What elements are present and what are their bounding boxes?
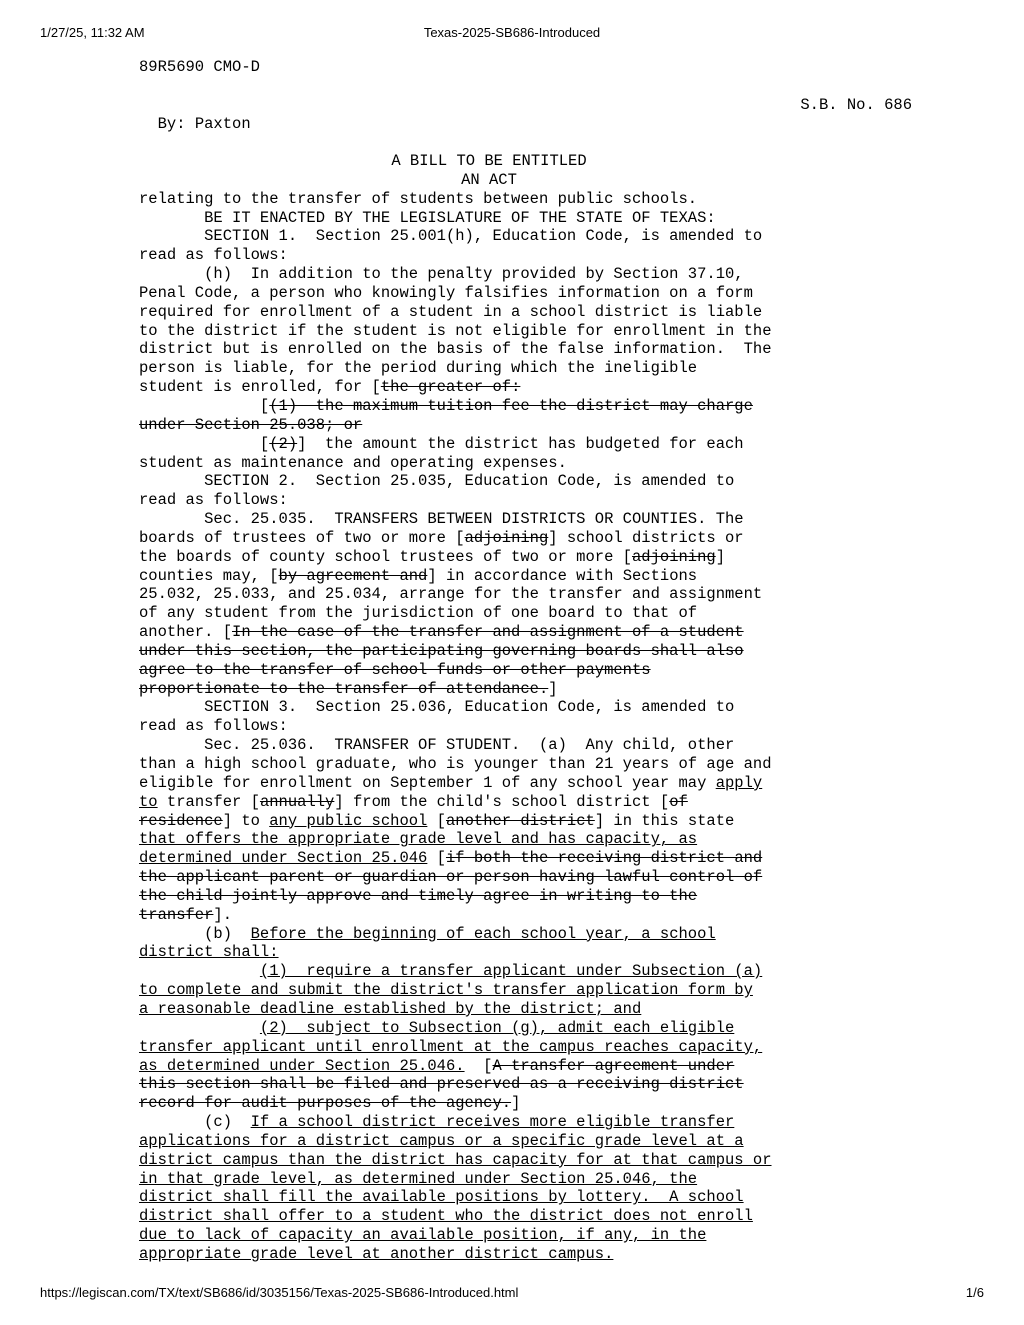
bill-line — [139, 680, 839, 699]
print-page-title: Texas-2025-SB686-Introduced — [423, 25, 601, 40]
bill-line — [139, 359, 839, 378]
bill-text-segment: [ — [139, 396, 270, 415]
deleted-text: annually — [259, 792, 335, 811]
deleted-text: A transfer agreement under — [492, 1056, 735, 1075]
bill-text-segment: read as follows: — [139, 717, 288, 736]
bill-line — [139, 981, 839, 1000]
bill-text-segment — [139, 962, 260, 980]
bill-text-segment: boards of trustees of two or more [ — [139, 528, 465, 547]
deleted-text: if both the receiving district and — [445, 849, 763, 868]
bill-line — [139, 548, 839, 567]
inserted-text: a reasonable deadline established by the district; and — [139, 999, 642, 1018]
inserted-text: Before the beginning of each school year, a school — [250, 924, 716, 943]
bill-line — [139, 698, 839, 717]
print-page-number: 1/6 — [965, 1285, 984, 1300]
bill-text-segment: ] in accordance with Sections — [427, 566, 698, 585]
bill-line — [139, 284, 839, 303]
bill-text-segment: ] to — [222, 811, 270, 830]
bill-line — [139, 567, 839, 586]
inserted-text: district campus than the district has capacity for at that campus or — [139, 1150, 772, 1169]
bill-author: By: Paxton — [157, 114, 251, 133]
bill-line — [139, 717, 839, 736]
bill-line — [139, 1226, 839, 1245]
bill-line — [139, 925, 839, 944]
bill-line — [139, 190, 839, 209]
bill-title-1: A BILL TO BE ENTITLED — [391, 152, 587, 170]
inserted-text: If a school district receives more eligible transfer — [250, 1113, 735, 1132]
bill-line — [139, 1000, 839, 1019]
bill-text-segment: to the district if the student is not eligible for enrollment in the — [139, 321, 772, 340]
bill-text-segment: Sec. 25.036. TRANSFER OF STUDENT. (a) Any child, other — [139, 736, 735, 755]
deleted-text: this section shall be filed and preserved as a receiving district — [139, 1075, 744, 1094]
bill-line — [139, 510, 839, 529]
bill-line — [139, 642, 839, 661]
deleted-text: adjoining — [464, 528, 549, 547]
bill-line — [139, 1057, 839, 1076]
bill-line — [139, 868, 839, 887]
bill-line — [139, 1094, 839, 1113]
bill-line — [139, 472, 839, 491]
bill-line — [139, 962, 839, 981]
inserted-text: (2) subject to Subsection (g), admit each eligible — [259, 1018, 735, 1037]
bill-text — [139, 190, 839, 1264]
bill-text-segment: (c) — [139, 1113, 251, 1132]
bill-line — [139, 1245, 839, 1264]
deleted-text: another district — [445, 811, 595, 830]
bill-text-segment: student is enrolled, for [ — [139, 378, 381, 397]
bill-line — [139, 1151, 839, 1170]
bill-text-segment: ] — [715, 547, 726, 566]
inserted-text: to — [139, 792, 158, 811]
bill-line — [139, 265, 839, 284]
bill-text-segment: relating to the transfer of students between public schools. — [139, 189, 698, 208]
bill-title-2: AN ACT — [461, 170, 517, 189]
byline — [139, 96, 912, 153]
bill-text-segment: eligible for enrollment on September 1 of any school year may — [139, 773, 716, 792]
deleted-text: proportionate to the transfer of attendance. — [139, 679, 549, 698]
bill-text-segment: SECTION 1. Section 25.001(h), Education Code, is amended to — [139, 227, 763, 246]
bill-text-segment: (h) In addition to the penalty provided by Section 37.10, — [139, 265, 744, 284]
inserted-text: that offers the appropriate grade level and has capacity, as — [139, 830, 698, 849]
deleted-text: agree to the transfer of school funds or other payments — [139, 660, 651, 679]
inserted-text: to complete and submit the district's transfer application form by — [139, 981, 753, 1000]
inserted-text: any public school — [269, 811, 428, 830]
bill-line — [139, 887, 839, 906]
inserted-text: district shall fill the available positions by lottery. A school — [139, 1188, 744, 1207]
deleted-text: the applicant parent or guardian or person having lawful control of — [139, 868, 763, 887]
deleted-text: (2) — [269, 434, 298, 453]
bill-line — [139, 661, 839, 680]
bill-code: 89R5690 CMO-D — [139, 58, 260, 76]
bill-text-segment: read as follows: — [139, 491, 288, 510]
deleted-text: In the case of the transfer and assignment of a student — [232, 623, 744, 642]
bill-line — [139, 755, 839, 774]
bill-text-segment: ] — [548, 679, 558, 698]
bill-line — [139, 246, 839, 265]
bill-number: S.B. No. 686 — [800, 96, 912, 114]
deleted-text: by agreement and — [278, 566, 428, 585]
deleted-text: record for audit purposes of the agency. — [139, 1094, 512, 1113]
bill-line — [139, 1113, 839, 1132]
bill-line — [139, 774, 839, 793]
bill-text-segment: [ — [464, 1056, 493, 1075]
bill-line — [139, 322, 839, 341]
bill-line — [139, 1207, 839, 1226]
bill-text-segment: than a high school graduate, who is younger than 21 years of age and — [139, 755, 772, 773]
bill-line — [139, 585, 839, 604]
bill-text-segment: required for enrollment of a student in a school district is liable — [139, 302, 763, 321]
bill-line — [139, 454, 839, 473]
bill-text-segment: ] — [511, 1094, 521, 1113]
inserted-text: appropriate grade level at another district campus. — [139, 1244, 614, 1263]
bill-line — [139, 209, 839, 228]
bill-text-segment: person is liable, for the period during which the ineligible — [139, 359, 698, 378]
bill-line — [139, 623, 839, 642]
bill-line — [139, 416, 839, 435]
deleted-text: under this section, the participating governing boards shall also — [139, 641, 744, 660]
inserted-text: due to lack of capacity an available position, if any, in the — [139, 1226, 707, 1245]
print-url: https://legiscan.com/TX/text/SB686/id/3035156/Texas-2025-SB686-Introduced.html — [40, 1285, 519, 1300]
bill-line — [139, 1038, 839, 1057]
inserted-text: transfer applicant until enrollment at the campus reaches capacity, — [139, 1037, 763, 1056]
bill-text-segment: [ — [139, 434, 270, 453]
inserted-text: applications for a district campus or a specific grade level at a — [139, 1131, 744, 1150]
bill-text-segment: the boards of county school trustees of two or more [ — [139, 547, 632, 566]
bill-line — [139, 1075, 839, 1094]
bill-text-segment: read as follows: — [139, 246, 288, 265]
bill-text-segment: SECTION 3. Section 25.036, Education Code, is amended to — [139, 698, 735, 717]
bill-line — [139, 849, 839, 868]
bill-text-segment: (b) — [139, 924, 251, 943]
deleted-text: residence — [139, 811, 223, 830]
inserted-text: district shall: — [139, 943, 279, 962]
bill-line — [139, 340, 839, 359]
bill-text-segment: counties may, [ — [139, 566, 279, 585]
bill-text-segment: [ — [427, 811, 446, 830]
bill-text-segment: of any student from the jurisdiction of one board to that of — [139, 604, 698, 623]
inserted-text: apply — [715, 773, 763, 792]
deleted-text: the child jointly approve and timely agree in writing to the — [139, 886, 698, 905]
deleted-text: adjoining — [631, 547, 716, 566]
bill-text-segment: ] from the child's school district [ — [334, 792, 670, 811]
deleted-text: (1) the maximum tuition fee the district may charge — [269, 396, 753, 415]
bill-text-segment: Sec. 25.035. TRANSFERS BETWEEN DISTRICTS OR COUNTIES. The — [139, 510, 744, 529]
bill-line — [139, 529, 839, 548]
bill-text-segment: 25.032, 25.033, and 25.034, arrange for the transfer and assignment — [139, 585, 763, 604]
bill-text-segment: SECTION 2. Section 25.035, Education Code, is amended to — [139, 472, 735, 491]
bill-line — [139, 793, 839, 812]
bill-line — [139, 1188, 839, 1207]
deleted-text: the greater of: — [380, 378, 521, 397]
bill-line — [139, 1132, 839, 1151]
bill-line — [139, 378, 839, 397]
bill-line — [139, 227, 839, 246]
deleted-text: transfer — [139, 905, 214, 924]
bill-line — [139, 303, 839, 322]
bill-line — [139, 491, 839, 510]
inserted-text: as determined under Section 25.046. — [139, 1056, 465, 1075]
bill-text-segment: transfer [ — [157, 792, 260, 811]
bill-line — [139, 830, 839, 849]
bill-line — [139, 812, 839, 831]
bill-text-segment: ]. — [213, 905, 233, 924]
bill-document — [139, 58, 839, 77]
bill-line — [139, 906, 839, 925]
inserted-text: (1) require a transfer applicant under Subsection (a) — [259, 962, 763, 981]
bill-line — [139, 1019, 839, 1038]
print-datetime: 1/27/25, 11:32 AM — [40, 25, 145, 40]
inserted-text: in that grade level, as determined under Section 25.046, the — [139, 1169, 698, 1188]
bill-line — [139, 397, 839, 416]
inserted-text: district shall offer to a student who the district does not enroll — [139, 1207, 753, 1226]
bill-text-segment: BE IT ENACTED BY THE LEGISLATURE OF THE STATE OF TEXAS: — [139, 208, 716, 227]
bill-text-segment: Penal Code, a person who knowingly falsifies information on a form — [139, 283, 753, 302]
bill-text-segment: district but is enrolled on the basis of the false information. The — [139, 340, 772, 359]
bill-line — [139, 1170, 839, 1189]
bill-line — [139, 604, 839, 623]
bill-text-segment: ] school districts or — [548, 528, 744, 547]
bill-text-segment: [ — [427, 849, 446, 868]
bill-text-segment — [139, 1019, 260, 1037]
bill-text-segment: ] the amount the district has budgeted for each — [297, 434, 744, 453]
bill-text-segment: student as maintenance and operating expenses. — [139, 453, 567, 472]
deleted-text: of — [669, 792, 688, 811]
bill-line — [139, 736, 839, 755]
bill-line — [139, 943, 839, 962]
deleted-text: under Section 25.038; or — [139, 415, 363, 434]
bill-body — [139, 152, 839, 1264]
inserted-text: determined under Section 25.046 — [139, 849, 428, 868]
bill-line — [139, 435, 839, 454]
bill-text-segment: another. [ — [139, 623, 233, 642]
bill-text-segment: ] in this state — [594, 811, 735, 830]
